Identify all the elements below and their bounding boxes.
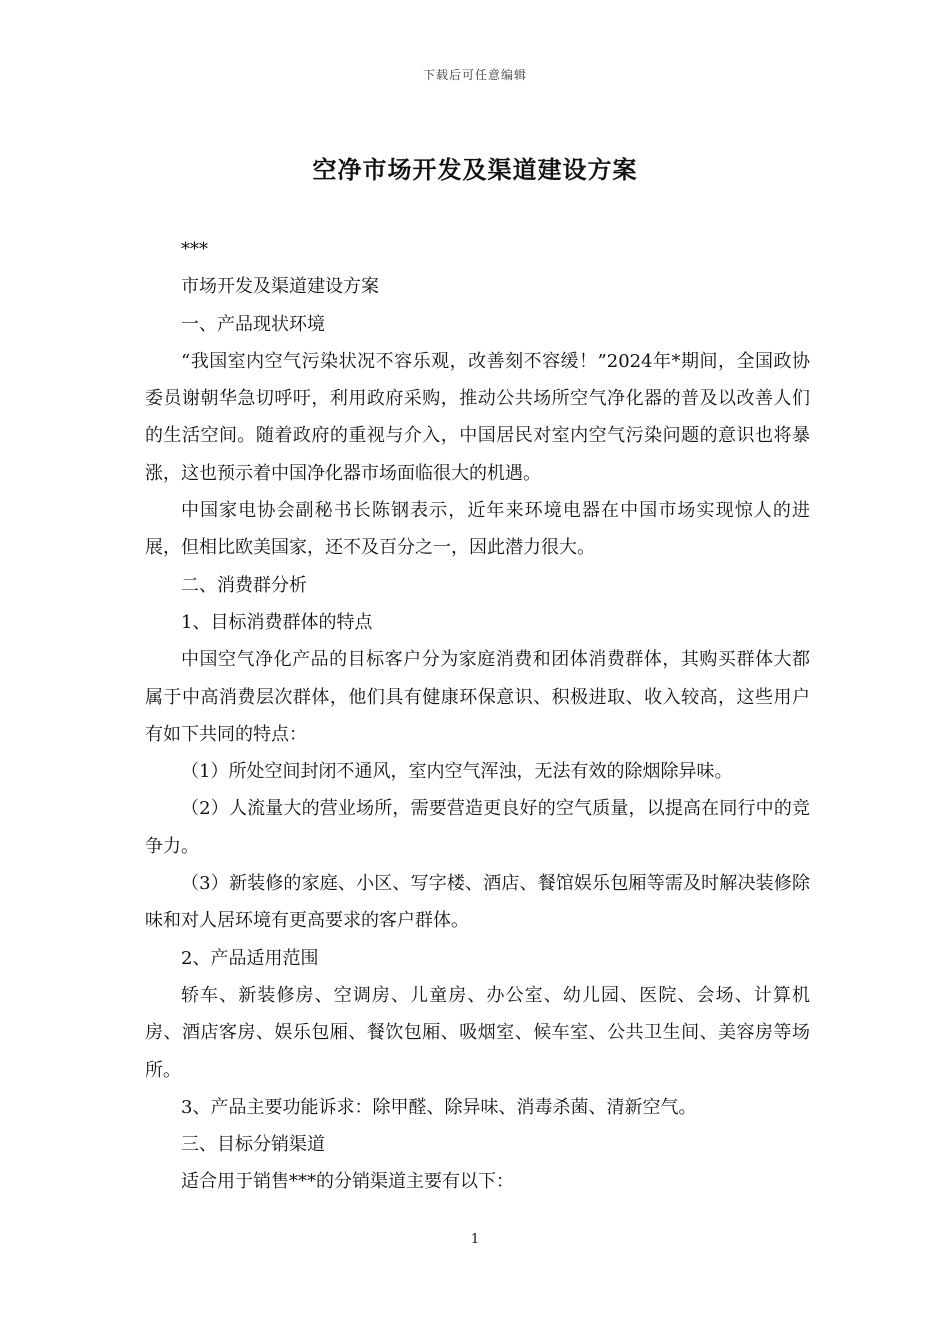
subsection-heading-2-3: 3、产品主要功能诉求：除甲醛、除异味、消毒杀菌、清新空气。 bbox=[181, 1096, 697, 1118]
section-heading-2: 二、消费群分析 bbox=[181, 574, 307, 596]
list-item: （1）所处空间封闭不通风，室内空气浑浊，无法有效的除烟除异味。 bbox=[181, 761, 733, 783]
list-item: （2）人流量大的营业场所，需要营造更良好的空气质量，以提高在同行中的竞争力。 bbox=[145, 798, 810, 857]
section-heading-3: 三、目标分销渠道 bbox=[181, 1134, 325, 1156]
paragraph: 中国空气净化产品的目标客户分为家庭消费和团体消费群体，其购买群体大都属于中高消费层次群体，他们具有健康环保意识、积极进取、收入较高，这些用户有如下共同的特点： bbox=[145, 649, 810, 745]
paragraph: “我国室内空气污染状况不容乐观，改善刻不容缓！”2024年*期间，全国政协委员谢朝华急切呼吁，利用政府采购，推动公共场所空气净化器的普及以改善人们的生活空间。随着政府的重视与介入，中国居民对室内空气污染问题的意识也将暴涨，这也预示着中国净化器市场面临很大的机遇。 bbox=[145, 350, 810, 484]
paragraph: 轿车、新装修房、空调房、儿童房、办公室、幼儿园、医院、会场、计算机房、酒店客房、娱乐包厢、餐饮包厢、吸烟室、候车室、公共卫生间、美容房等场所。 bbox=[145, 984, 810, 1081]
paragraph: 适合用于销售***的分销渠道主要有以下： bbox=[181, 1171, 514, 1193]
document-body bbox=[145, 231, 810, 1201]
subsection-heading-2-1: 1、目标消费群体的特点 bbox=[181, 611, 373, 633]
paragraph-placeholder: *** bbox=[181, 239, 208, 260]
paragraph-subtitle: 市场开发及渠道建设方案 bbox=[181, 276, 379, 298]
section-heading-1: 一、产品现状环境 bbox=[181, 313, 325, 335]
page-number: 1 bbox=[470, 1232, 480, 1247]
subsection-heading-2-2: 2、产品适用范围 bbox=[181, 947, 319, 969]
page-header-note: 下载后可任意编辑 bbox=[422, 68, 527, 82]
document-title: 空净市场开发及渠道建设方案 bbox=[312, 156, 638, 184]
list-item: （3）新装修的家庭、小区、写字楼、酒店、餐馆娱乐包厢等需及时解决装修除味和对人居环境有更高要求的客户群体。 bbox=[145, 873, 810, 932]
paragraph: 中国家电协会副秘书长陈钢表示，近年来环境电器在中国市场实现惊人的进展，但相比欧美国家，还不及百分之一，因此潜力很大。 bbox=[145, 500, 810, 559]
